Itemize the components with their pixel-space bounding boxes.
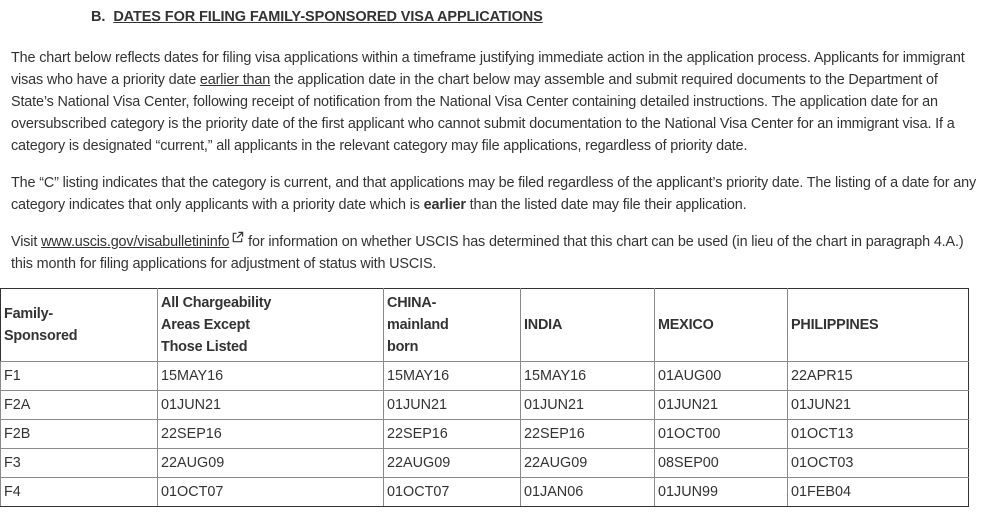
uscis-visa-bulletin-link[interactable]: www.uscis.gov/visabulletininfo [41,234,230,250]
date-cell: 22AUG09 [521,449,655,478]
date-cell: 22SEP16 [521,420,655,449]
header-philippines: PHILIPPINES [788,289,969,362]
uscis-visit-paragraph: Visit www.uscis.gov/visabulletininfo for information on whether USCIS has determined that this chart can be used (in lieu of the chart in paragraph 4.A.) this month for filing applications for adjustment of status with USCIS. [11,231,983,275]
category-cell: F2A [1,391,158,420]
date-cell: 01OCT00 [655,420,788,449]
date-cell: 22SEP16 [384,420,521,449]
header-family-sponsored: Family- Sponsored [1,289,158,362]
date-cell: 01JUN99 [655,478,788,507]
date-cell: 01OCT07 [158,478,384,507]
date-cell: 01JUN21 [158,391,384,420]
table-row [1,449,969,478]
page-content [11,0,983,275]
date-cell: 01OCT07 [384,478,521,507]
table-row [1,478,969,507]
date-cell: 01JUN21 [788,391,969,420]
earlier-bold: earlier [423,197,466,213]
date-cell: 01FEB04 [788,478,969,507]
external-link-icon[interactable] [231,231,244,244]
filing-dates-table [0,288,969,507]
table-row [1,420,969,449]
earlier-than-underlined: earlier than [199,72,271,88]
date-cell: 08SEP00 [655,449,788,478]
date-cell: 01AUG00 [655,362,788,391]
table-row [1,362,969,391]
current-listing-paragraph: The “C” listing indicates that the category is current, and that applications may be filed regardless of the applicant’s priority date. The listing of a date for any category indicates that only applicants with a priority date which is earlier than the listed date may file their application. [11,175,977,213]
date-cell: 22SEP16 [158,420,384,449]
header-india: INDIA [521,289,655,362]
date-cell: 22AUG09 [384,449,521,478]
date-cell: 15MAY16 [384,362,521,391]
table-row [1,391,969,420]
section-letter: B. [91,9,106,25]
category-cell: F3 [1,449,158,478]
header-china-mainland: CHINA- mainland born [384,289,521,362]
section-title: DATES FOR FILING FAMILY-SPONSORED VISA APPLICATIONS [113,9,543,25]
header-all-chargeability: All Chargeability Areas Except Those Listed [158,289,384,362]
date-cell: 15MAY16 [521,362,655,391]
category-cell: F1 [1,362,158,391]
table-header-row [1,289,969,362]
date-cell: 22AUG09 [158,449,384,478]
date-cell: 01OCT13 [788,420,969,449]
date-cell: 01JUN21 [521,391,655,420]
date-cell: 15MAY16 [158,362,384,391]
category-cell: F4 [1,478,158,507]
filing-dates-explanation-paragraph: The chart below reflects dates for filing visa applications within a timeframe justifying immediate action in the application process. Applicants for immigrant visas who have a priority date earlier than the application date in the chart below may assemble and submit required documents to the Department of State’s National Visa Center, following receipt of notification from the National Visa Center containing detailed instructions. The application date for an oversubscribed category is the priority date of the first applicant who cannot submit documentation to the National Visa Center for an immigrant visa. If a category is designated “current,” all applicants in the relevant category may file applications, regardless of priority date. [11,50,965,154]
date-cell: 22APR15 [788,362,969,391]
header-mexico: MEXICO [655,289,788,362]
category-cell: F2B [1,420,158,449]
date-cell: 01JUN21 [655,391,788,420]
date-cell: 01OCT03 [788,449,969,478]
section-heading [91,6,983,28]
date-cell: 01JUN21 [384,391,521,420]
date-cell: 01JAN06 [521,478,655,507]
